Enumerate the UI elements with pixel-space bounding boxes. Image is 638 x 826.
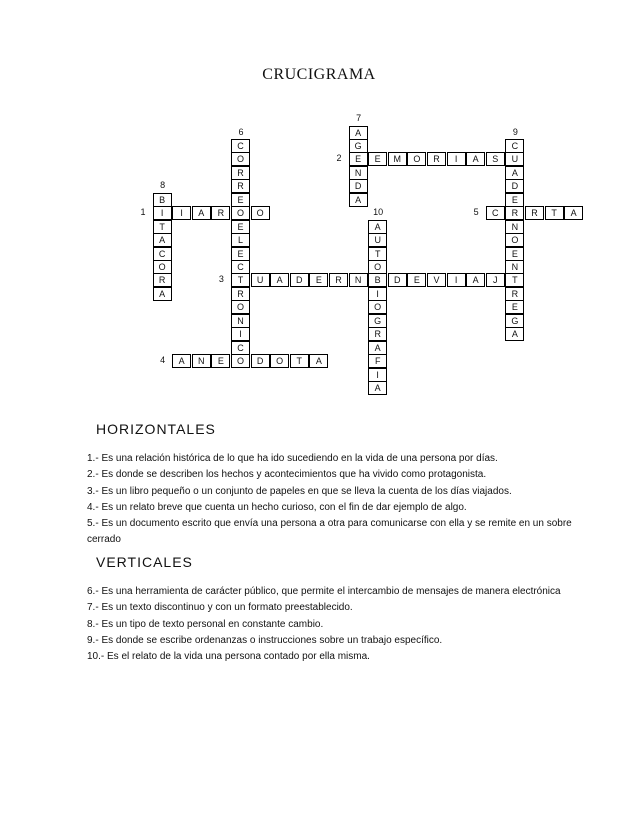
- crossword-cell: I: [368, 368, 387, 382]
- clue-vertical-9: 9.- Es donde se escribe ordenanzas o instrucciones sobre un trabajo específico.: [87, 634, 443, 646]
- crossword-cell: E: [231, 193, 250, 207]
- crossword-cell: A: [368, 220, 387, 234]
- crossword-cell: I: [231, 327, 250, 341]
- crossword-cell: C: [153, 247, 172, 261]
- clue-number: 10: [373, 207, 384, 218]
- crossword-cell: A: [309, 354, 328, 368]
- crossword-cell: M: [388, 152, 407, 166]
- crossword-cell: D: [251, 354, 270, 368]
- crossword-cell: U: [368, 233, 387, 247]
- crossword-cell: A: [505, 327, 524, 341]
- clue-number: 8: [160, 180, 166, 191]
- crossword-cell: R: [329, 273, 348, 287]
- crossword-cell: O: [231, 206, 250, 220]
- crossword-cell: O: [231, 152, 250, 166]
- crossword-cell: T: [545, 206, 564, 220]
- crossword-cell: C: [486, 206, 505, 220]
- crossword-grid: [0, 0, 638, 410]
- crossword-cell: E: [211, 354, 230, 368]
- horizontales-clues: [87, 451, 577, 549]
- crossword-cell: E: [407, 273, 426, 287]
- crossword-cell: C: [231, 139, 250, 153]
- crossword-cell: D: [505, 179, 524, 193]
- crossword-cell: C: [231, 260, 250, 274]
- crossword-cell: B: [368, 273, 387, 287]
- horizontales-heading: HORIZONTALES: [96, 421, 216, 437]
- crossword-cell: O: [407, 152, 426, 166]
- crossword-cell: D: [290, 273, 309, 287]
- crossword-cell: A: [349, 126, 368, 140]
- crossword-cell: E: [349, 152, 368, 166]
- crossword-cell: E: [505, 247, 524, 261]
- crossword-cell: A: [505, 166, 524, 180]
- crossword-cell: C: [231, 341, 250, 355]
- crossword-cell: N: [505, 220, 524, 234]
- crossword-cell: A: [466, 152, 485, 166]
- clue-number: 7: [356, 113, 362, 123]
- crossword-cell: T: [153, 220, 172, 234]
- clue-vertical-7: 7.- Es un texto discontinuo y con un formato preestablecido.: [87, 602, 353, 614]
- crossword-cell: U: [251, 273, 270, 287]
- crossword-cell: R: [153, 273, 172, 287]
- crossword-cell: R: [231, 166, 250, 180]
- crossword-cell: U: [505, 152, 524, 166]
- crossword-cell: O: [368, 260, 387, 274]
- crossword-cell: L: [231, 233, 250, 247]
- clue-vertical-8: 8.- Es un tipo de texto personal en constante cambio.: [87, 618, 324, 630]
- crossword-cell: A: [153, 233, 172, 247]
- crossword-cell: A: [368, 341, 387, 355]
- crossword-cell: C: [505, 139, 524, 153]
- clue-horizontal-5: 5.- Es un documento escrito que envía una persona a otra para comunicarse con ella y se remite en un sobre cerrado: [87, 518, 572, 546]
- crossword-cell: A: [270, 273, 289, 287]
- crossword-cell: N: [505, 260, 524, 274]
- crossword-cell: B: [153, 193, 172, 207]
- crossword-cell: J: [486, 273, 505, 287]
- crossword-cell: E: [505, 193, 524, 207]
- crossword-cell: R: [231, 287, 250, 301]
- crossword-cell: T: [368, 247, 387, 261]
- crossword-cell: R: [211, 206, 230, 220]
- crossword-cell: T: [290, 354, 309, 368]
- crossword-cell: D: [349, 179, 368, 193]
- clue-number: 4: [160, 355, 166, 366]
- crossword-cell: A: [368, 381, 387, 395]
- clue-horizontal-2: 2.- Es donde se describen los hechos y acontecimientos que ha vivido como protagonista.: [87, 469, 487, 481]
- crossword-cell: I: [368, 287, 387, 301]
- crossword-cell: V: [427, 273, 446, 287]
- verticales-heading: VERTICALES: [96, 554, 193, 570]
- crossword-cell: E: [309, 273, 328, 287]
- crossword-cell: O: [368, 300, 387, 314]
- crossword-cell: O: [231, 354, 250, 368]
- crossword-cell: R: [368, 327, 387, 341]
- clue-vertical-10: 10.- Es el relato de la vida una persona contado por ella misma.: [87, 651, 370, 663]
- crossword-cell: N: [349, 166, 368, 180]
- crossword-cell: A: [564, 206, 583, 220]
- crossword-cell: O: [251, 206, 270, 220]
- crossword-cell: R: [231, 179, 250, 193]
- crossword-cell: N: [231, 314, 250, 328]
- crossword-cell: T: [231, 273, 250, 287]
- crossword-cell: E: [231, 220, 250, 234]
- clue-number: 1: [140, 207, 146, 218]
- clue-horizontal-4: 4.- Es un relato breve que cuenta un hecho curioso, con el fin de dar ejemplo de algo.: [87, 501, 467, 513]
- crossword-cell: I: [447, 152, 466, 166]
- crossword-cell: S: [486, 152, 505, 166]
- crossword-cell: A: [349, 193, 368, 207]
- crossword-cell: N: [192, 354, 211, 368]
- crossword-cell: T: [505, 273, 524, 287]
- clue-number: 5: [473, 207, 479, 218]
- clue-number: 6: [238, 126, 244, 137]
- crossword-cell: O: [505, 233, 524, 247]
- crossword-cell: O: [270, 354, 289, 368]
- crossword-cell: E: [231, 247, 250, 261]
- clue-horizontal-3: 3.- Es un libro pequeño o un conjunto de papeles en que se lleva la cuenta de los días viajados.: [87, 485, 512, 497]
- crossword-cell: I: [153, 206, 172, 220]
- clue-number: 2: [336, 153, 342, 164]
- crossword-cell: E: [368, 152, 387, 166]
- crossword-cell: R: [505, 206, 524, 220]
- crossword-cell: O: [231, 300, 250, 314]
- crossword-cell: A: [466, 273, 485, 287]
- crossword-cell: G: [349, 139, 368, 153]
- crossword-cell: R: [505, 287, 524, 301]
- crossword-cell: E: [505, 300, 524, 314]
- clue-number: 9: [512, 126, 518, 137]
- crossword-cell: D: [388, 273, 407, 287]
- crossword-cell: I: [447, 273, 466, 287]
- crossword-cell: G: [368, 314, 387, 328]
- clue-vertical-6: 6.- Es una herramienta de carácter público, que permite el intercambio de mensajes de manera electrónica: [87, 586, 561, 597]
- crossword-cell: A: [172, 354, 191, 368]
- crossword-cell: N: [349, 273, 368, 287]
- crossword-cell: O: [153, 260, 172, 274]
- crossword-cell: G: [505, 314, 524, 328]
- page-title: CRUCIGRAMA: [262, 66, 376, 83]
- crossword-cell: F: [368, 354, 387, 368]
- verticales-clues: [87, 584, 577, 665]
- crossword-cell: R: [525, 206, 544, 220]
- clue-horizontal-1: 1.- Es una relación histórica de lo que ha ido sucediendo en la vida de una persona por días.: [87, 453, 498, 464]
- clue-number: 3: [218, 274, 224, 285]
- crossword-cell: A: [153, 287, 172, 301]
- crossword-cell: R: [427, 152, 446, 166]
- crossword-cell: A: [192, 206, 211, 220]
- crossword-cell: I: [172, 206, 191, 220]
